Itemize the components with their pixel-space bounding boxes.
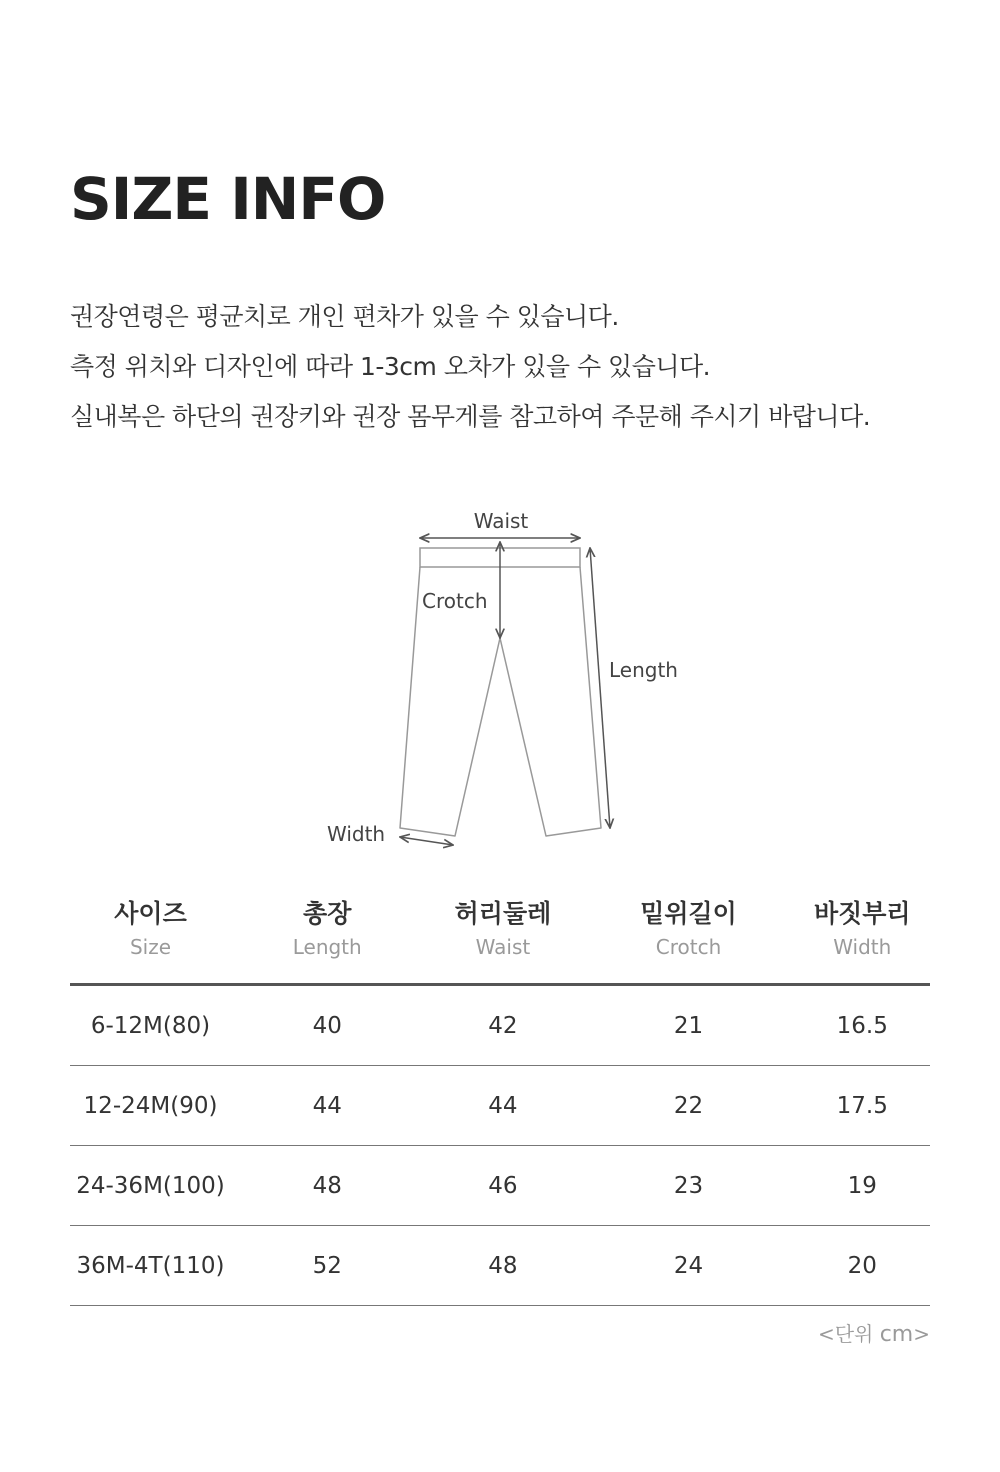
unit-open: < xyxy=(817,1322,835,1346)
header-en: Size xyxy=(129,935,172,959)
unit-label: 단위 xyxy=(834,1322,874,1346)
table-row xyxy=(70,1146,930,1226)
cell-crotch: 24 xyxy=(673,1252,704,1279)
length-label: Length xyxy=(609,658,678,682)
notice-list xyxy=(70,292,870,442)
header-ko: 바짓부리 xyxy=(813,899,911,928)
width-label: Width xyxy=(327,822,386,846)
width-arrow xyxy=(400,837,453,845)
header-ko: 허리둘레 xyxy=(454,899,552,928)
cell-width: 20 xyxy=(847,1252,877,1279)
waist-label: Waist xyxy=(473,509,529,533)
cell-size: 12-24M(90) xyxy=(83,1092,218,1119)
table-header xyxy=(70,895,930,986)
notice-item: 권장연령은 평균치로 개인 편차가 있을 수 있습니다. xyxy=(70,302,619,331)
header-width xyxy=(795,895,930,983)
table-row xyxy=(70,986,930,1066)
cell-waist: 44 xyxy=(488,1092,518,1119)
unit-note xyxy=(818,1318,930,1347)
header-ko: 사이즈 xyxy=(114,899,187,928)
cell-length: 44 xyxy=(312,1092,342,1119)
cell-length: 48 xyxy=(312,1172,342,1199)
pants-measurement-diagram xyxy=(0,500,1000,860)
size-table xyxy=(70,895,930,1306)
cell-crotch: 21 xyxy=(673,1012,704,1039)
header-ko: 밑위길이 xyxy=(640,899,737,928)
header-ko: 총장 xyxy=(303,899,352,928)
header-en: Crotch xyxy=(655,935,722,959)
cell-length: 52 xyxy=(312,1252,342,1279)
cell-crotch: 22 xyxy=(673,1092,704,1119)
cell-width: 19 xyxy=(847,1172,877,1199)
notice-item: 실내복은 하단의 권장키와 권장 몸무게를 참고하여 주문해 주시기 바랍니다. xyxy=(70,402,871,431)
unit-close: > xyxy=(913,1322,930,1346)
header-en: Length xyxy=(292,935,362,959)
page-title: SIZE INFO xyxy=(70,165,386,233)
header-size xyxy=(70,895,231,983)
cell-width: 16.5 xyxy=(836,1012,888,1039)
table-row xyxy=(70,1066,930,1146)
cell-waist: 42 xyxy=(488,1012,518,1039)
cell-size: 6-12M(80) xyxy=(90,1012,211,1039)
length-arrow xyxy=(590,548,610,828)
cell-size: 36M-4T(110) xyxy=(76,1252,225,1279)
header-waist xyxy=(423,895,582,983)
unit-value: cm xyxy=(879,1322,914,1347)
cell-width: 17.5 xyxy=(836,1092,888,1119)
cell-waist: 48 xyxy=(488,1252,518,1279)
header-length xyxy=(231,895,423,983)
cell-length: 40 xyxy=(312,1012,342,1039)
cell-size: 24-36M(100) xyxy=(76,1172,225,1199)
header-en: Width xyxy=(833,935,892,959)
header-en: Waist xyxy=(475,935,531,959)
crotch-label: Crotch xyxy=(422,589,488,613)
table-row xyxy=(70,1226,930,1306)
notice-item: 측정 위치와 디자인에 따라 1-3cm 오차가 있을 수 있습니다. xyxy=(70,352,711,381)
cell-crotch: 23 xyxy=(673,1172,704,1199)
header-crotch xyxy=(582,895,794,983)
cell-waist: 46 xyxy=(488,1172,518,1199)
